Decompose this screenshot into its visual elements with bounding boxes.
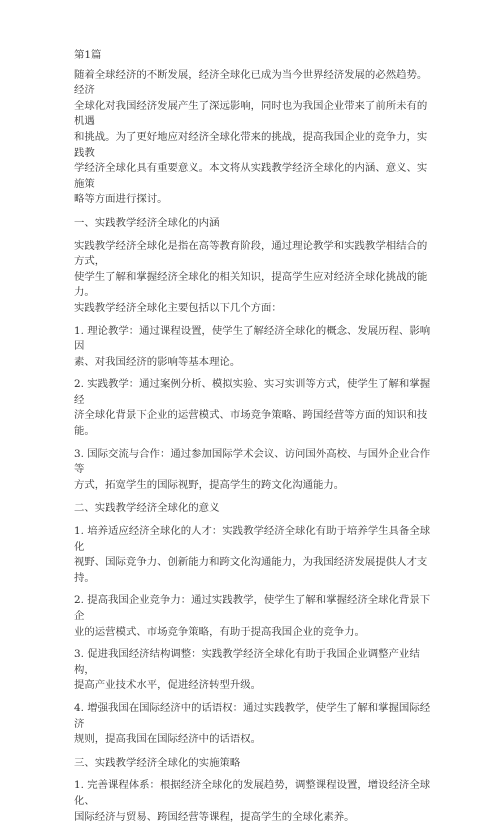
document-body xyxy=(74,48,434,832)
section-1-paragraph: 实践教学经济全球化是指在高等教育阶段，通过理论教学和实践教学相结合的方式， 使学生了解和掌握经济全球化的相关知识，提高学生应对经济全球化挑战的能力。 实践教学经济全球化主要包括以下几个方面： xyxy=(74,239,428,314)
section-heading-1: 一、实践教学经济全球化的内涵 xyxy=(74,216,220,229)
list-item: 4. 增强我国在国际经济中的话语权：通过实践教学，使学生了解和掌握国际经济 规则，提高我国在国际经济中的话语权。 xyxy=(74,701,431,746)
list-item: 2. 提高我国企业竞争力：通过实践教学，使学生了解和掌握经济全球化背景下企 业的运营模式、市场竞争策略，有助于提高我国企业的竞争力。 xyxy=(74,594,431,638)
list-item: 2. 实践教学：通过案例分析、模拟实验、实习实训等方式，使学生了解和掌握经 济全球化背景下企业的运营模式、市场竞争策略、跨国经营等方面的知识和技能。 xyxy=(74,378,431,438)
intro-paragraph: 随着全球经济的不断发展，经济全球化已成为当今世界经济发展的必然趋势。经济 全球化对我国经济发展产生了深远影响，同时也为我国企业带来了前所未有的机遇 和挑战。为了更好地应对经济全球化带来的挑战，提高我国企业的竞争力，实践教 学经济全球化具有重要意义。本文将从实践教学经济全球化的内涵、意义、实施策 略等方面进行探讨。 xyxy=(74,68,428,206)
list-item: 3. 国际交流与合作：通过参加国际学术会议、访问国外高校、与国外企业合作等 方式，拓宽学生的国际视野，提高学生的跨文化沟通能力。 xyxy=(74,447,431,491)
page-label: 第1篇 xyxy=(74,49,102,61)
section-heading-2: 二、实践教学经济全球化的意义 xyxy=(74,502,220,515)
list-item: 1. 培养适应经济全球化的人才：实践教学经济全球化有助于培养学生具备全球化 视野、国际竞争力、创新能力和跨文化沟通能力，为我国经济发展提供人才支持。 xyxy=(74,525,431,584)
list-item: 1. 完善课程体系：根据经济全球化的发展趋势，调整课程设置，增设经济全球化、 国际经济与贸易、跨国经营等课程，提高学生的全球化素养。 xyxy=(74,779,431,823)
section-heading-3: 三、实践教学经济全球化的实施策略 xyxy=(74,756,241,769)
list-item: 3. 促进我国经济结构调整：实践教学经济全球化有助于我国企业调整产业结构， 提高产业技术水平，促进经济转型升级。 xyxy=(74,648,420,692)
list-item: 1. 理论教学：通过课程设置，使学生了解经济全球化的概念、发展历程、影响因 素、对我国经济的影响等基本理论。 xyxy=(74,324,431,368)
